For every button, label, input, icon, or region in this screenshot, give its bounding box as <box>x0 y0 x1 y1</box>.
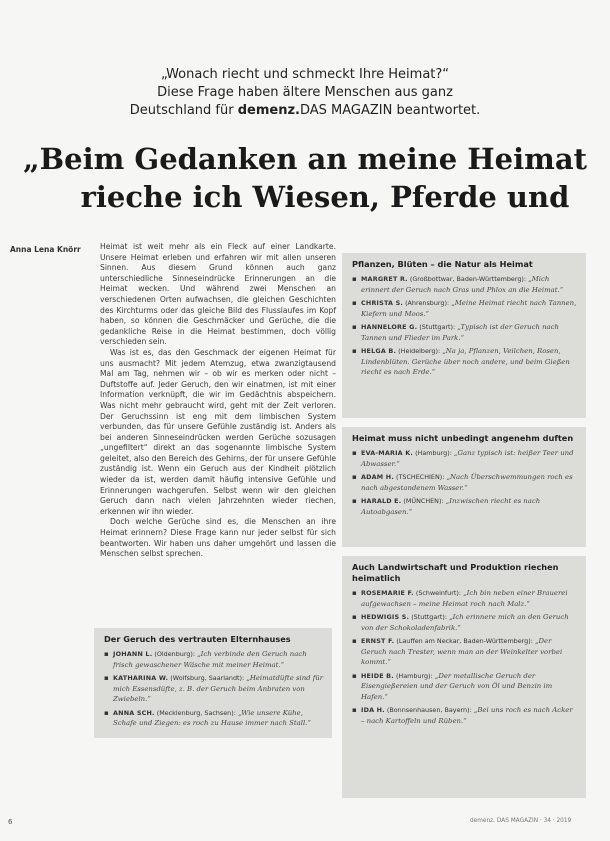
person-place: (Oldenburg): <box>154 650 196 658</box>
person-place: (Heidelberg): <box>398 347 441 355</box>
person-name: HARALD E. <box>361 497 402 505</box>
quote-list <box>352 274 578 378</box>
person-place: (Lauffen am Neckar, Baden-Württemberg): <box>396 637 533 645</box>
person-name: ADAM H. <box>361 473 394 481</box>
person-quote: „Meine Heimat riecht nach Tannen, Kiefern und Moos.“ <box>361 299 577 318</box>
person-place: (Hamburg): <box>415 449 452 457</box>
intro-line-3-suffix: DAS MAGAZIN beantwortet. <box>299 103 481 118</box>
person-place: (Hamburg): <box>395 671 433 680</box>
intro-block <box>0 66 610 120</box>
intro-line-2: Diese Frage haben ältere Menschen aus ganz <box>157 85 453 100</box>
list-item <box>352 448 578 469</box>
list-item <box>352 322 578 343</box>
box-title: Pflanzen, Blüten – die Natur als Heimat <box>352 259 533 269</box>
quote-list <box>352 588 578 726</box>
person-quote: „Typisch ist der Geruch nach Tannen und Flieder im Park.“ <box>361 323 559 342</box>
person-name: EVA-MARIA K. <box>361 449 414 457</box>
list-item <box>104 673 324 705</box>
person-name: HELGA B. <box>361 347 397 355</box>
box-title: Auch Landwirtschaft und Produktion riechen heimatlich <box>352 562 559 583</box>
person-quote: „Ich bin neben einer Brauerei aufgewachsen – meine Heimat roch nach Malz.“ <box>361 589 568 608</box>
body-paragraph: Doch welche Gerüche sind es, die Menschen an ihre Heimat erinnern? Diese Frage kann nur jeder selbst für sich beantworten. Wir haben uns daher umgehört und lassen die Menschen selbst sprechen. <box>100 517 336 559</box>
quote-list <box>104 649 324 729</box>
person-name: HEDWIGIS S. <box>361 613 410 621</box>
person-name: HANNELORE G. <box>361 323 418 331</box>
headline <box>0 140 610 216</box>
list-item <box>104 649 324 670</box>
person-name: HEIDE B. <box>361 671 394 680</box>
person-quote: „Na ja, Pflanzen, Veilchen, Rosen, Lindenblüten. Gerüche über noch andere, und beim Gießen riecht es nach Erde.“ <box>361 347 570 376</box>
list-item <box>352 612 578 633</box>
headline-line-1: „Beim Gedanken an meine Heimat <box>22 142 588 176</box>
box-title: Heimat muss nicht unbedingt angenehm duften <box>352 433 574 443</box>
box-pflanzen <box>342 253 586 418</box>
person-place: (Wolfsburg, Saarlandt): <box>170 674 245 682</box>
person-name: JOHANN L. <box>113 650 153 658</box>
person-quote: „Ganz typisch ist: heißer Teer und Abwasser.“ <box>361 449 574 468</box>
person-place: (Stuttgart): <box>419 323 456 331</box>
person-name: ROSEMARIE F. <box>361 589 414 597</box>
box-title: Der Geruch des vertrauten Elternhauses <box>104 634 291 644</box>
person-quote: „Inzwischen riecht es nach Autoabgasen.“ <box>361 497 541 516</box>
person-quote: „Nach Überschwemmungen roch es nach abgestandenem Wasser.“ <box>361 473 573 492</box>
person-place: (Mecklenburg, Sachsen): <box>156 708 236 717</box>
person-name: ERNST F. <box>361 637 395 645</box>
magazine-footer: demenz. DAS MAGAZIN · 34 · 2019 <box>470 818 572 824</box>
list-item <box>352 588 578 609</box>
body-paragraph: Heimat ist weit mehr als ein Fleck auf einer Landkarte. Unsere Heimat erleben und erfahren wir mit allen unseren Sinnen. Aus diesem Grund können auch ganz unterschiedliche Sinneseindrücke Erinnerungen an die Heimat wecken. Und während zwei Menschen an verschiedenen Orten aufwachsen, die gleichen Geschichten des Kirchturms oder das gleiche Bild des Flusslaufes im Kopf haben, so können die Geschmäcker und Gerüche, die die gedankliche Reise in die Heimat bestimmen, doch völlig verschieden sein. <box>100 242 336 347</box>
page-number: 6 <box>8 818 13 826</box>
person-name: ANNA SCH. <box>113 708 155 717</box>
person-place: (Ahrensburg): <box>405 299 450 307</box>
box-duften <box>342 427 586 547</box>
person-place: (Großbottwar, Baden-Württemberg): <box>409 275 527 283</box>
person-quote: „Ich erinnere mich an den Geruch von der Schokoladenfabrik.“ <box>361 613 569 632</box>
person-place: (Bonnsenhausen, Bayern): <box>386 706 472 714</box>
headline-line-2: rieche ich Wiesen, Pferde und <box>80 180 570 214</box>
box-landwirtschaft <box>342 556 586 798</box>
person-name: MARGRET R. <box>361 275 408 283</box>
person-quote: „Der metallische Geruch der Eisengießereien und der Geruch von Öl und Benzin im Hafen.“ <box>361 671 553 701</box>
box-elternhaus <box>94 628 332 738</box>
author-byline: Anna Lena Knörr <box>10 245 81 254</box>
person-quote: „Wie unsere Kühe, Schafe und Ziegen: es roch zu Hause immer nach Stall.“ <box>113 708 311 727</box>
person-name: KATHARINA W. <box>113 674 169 682</box>
list-item <box>352 472 578 493</box>
list-item <box>352 274 578 295</box>
list-item <box>352 346 578 378</box>
quote-list <box>352 448 578 517</box>
body-paragraph: Was ist es, das den Geschmack der eigenen Heimat für uns ausmacht? Mit jedem Atemzug, etwa zwanzigtausend Mal am Tag, nehmen wir – ob wir es merken oder nicht – Duftstoffe auf. Jeder Geruch, den wir einatmen, ist mit einer Information verknüpft, die wir im Gedächtnis abspeichern. Was nicht mehr gebraucht wird, geht mit der Zeit verloren. Der Geruchssinn ist eng mit dem limbischen System verbunden, das für unsere Gefühle zuständig ist. Anders als bei anderen Sinneseindrücken werden Gerüche sozusagen „ungefiltert“ direkt an das sogenannte limbische System geleitet, also den Bereich des Gehirns, der für unsere Gefühle zuständig ist. Wenn ein Geruch aus der Kindheit plötzlich wieder da ist, werden damit häufig intensive Gefühle und Erinnerungen wachgerufen. Selbst wenn wir den gleichen Geruch dann nach vielen Jahrzehnten wieder riechen, erkennen wir ihn wieder. <box>100 347 336 516</box>
intro-line-3-prefix: Deutschland für <box>129 103 238 118</box>
person-quote: „Heimatdüfte sind für mich Essensdüfte, z. B. der Geruch beim Anbraten von Zwiebeln.“ <box>113 674 324 703</box>
list-item <box>104 708 324 729</box>
person-place: (Schweinfurt): <box>415 589 462 597</box>
intro-line-3 <box>0 102 610 120</box>
intro-question: „Wonach riecht und schmeckt Ihre Heimat?“ <box>160 67 450 82</box>
person-name: IDA H. <box>361 706 385 714</box>
person-place: (TSCHECHIEN): <box>396 473 445 481</box>
person-quote: „Mich erinnert der Geruch nach Gras und Phlox an die Heimat.“ <box>361 275 564 294</box>
person-place: (MÜNCHEN): <box>403 497 444 505</box>
intro-brand: demenz. <box>237 103 300 118</box>
list-item <box>352 705 578 726</box>
person-place: (Stuttgart): <box>411 613 448 621</box>
list-item <box>352 671 578 703</box>
person-name: CHRISTA S. <box>361 299 404 307</box>
list-item <box>352 496 578 517</box>
person-quote: „Bei uns roch es nach Acker – nach Kartoffeln und Rüben.“ <box>361 706 573 725</box>
list-item <box>352 636 578 668</box>
person-quote: „Ich verbinde den Geruch nach frisch gewaschener Wäsche mit meiner Heimat.“ <box>113 650 307 669</box>
article-body <box>100 242 336 560</box>
list-item <box>352 298 578 319</box>
person-quote: „Der Geruch nach Trester, wenn man an der Weinkelter vorbei kommt.“ <box>361 637 563 666</box>
